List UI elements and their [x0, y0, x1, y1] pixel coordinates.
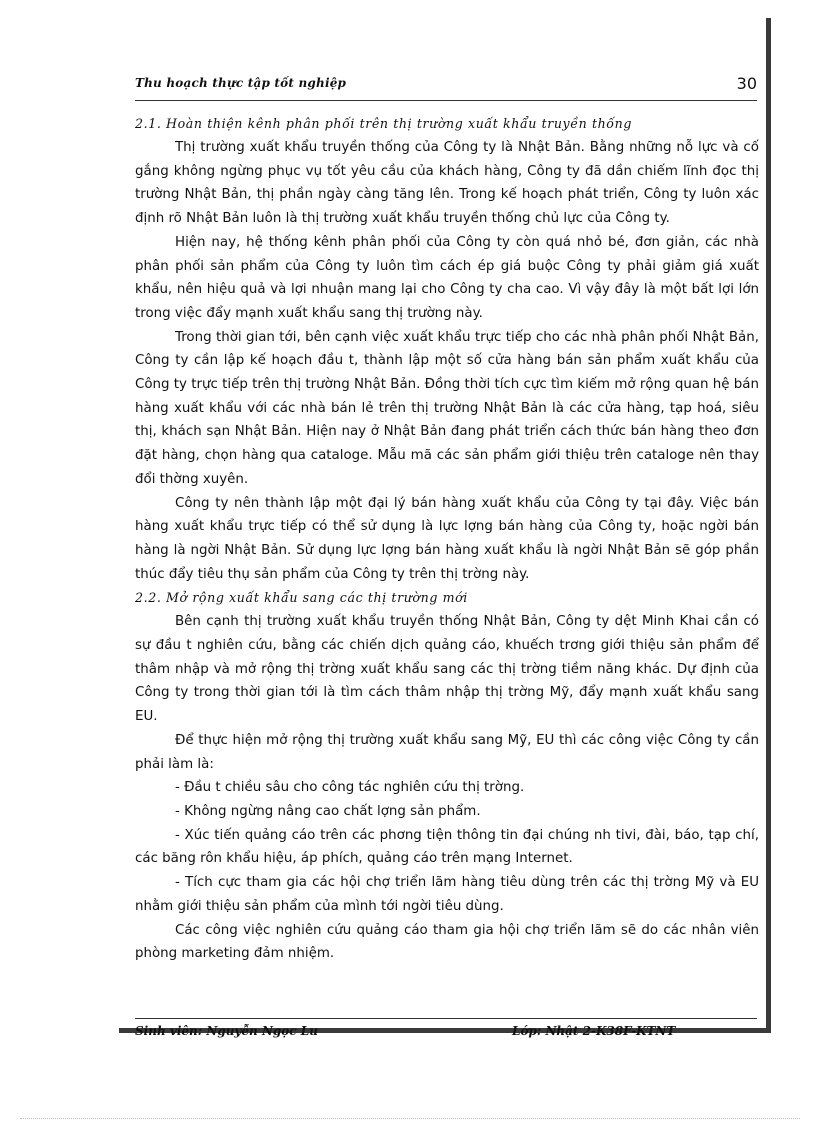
paragraph: Hiện nay, hệ thống kênh phân phối của Công ty còn quá nhỏ bé, đơn giản, các nhà phân phối sản phẩm của Công ty luôn tìm cách ép giá buộc Công ty phải giảm giá xuất khẩu, nên hiệu quả và lợi nhuận mang lại cho Công ty cha cao. Vì vậy đây là một bất lợi lớn trong việc đẩy mạnh xuất khẩu sang thị trường này. [135, 234, 759, 321]
paragraph: Để thực hiện mở rộng thị trường xuất khẩu sang Mỹ, EU thì các công việc Công ty cần phải làm là: [135, 732, 759, 772]
footer-student: Sinh viên: Nguyễn Ngọc Lu [135, 1024, 318, 1038]
page-number: 30 [736, 74, 757, 93]
section-heading: 2.1. Hoàn thiện kênh phân phối trên thị trường xuất khẩu truyền thống [135, 116, 632, 131]
list-item: - Xúc tiến quảng cáo trên các phơng tiện thông tin đại chúng nh tivi, đài, báo, tạp chí, các băng rôn khẩu hiệu, áp phích, quảng cáo trên mạng Internet. [135, 827, 759, 867]
section-heading: 2.2. Mở rộng xuất khẩu sang các thị trường mới [135, 590, 468, 606]
page-header [135, 72, 757, 101]
page-edge-divider [20, 1118, 800, 1119]
header-title: Thu hoạch thực tập tốt nghiệp [135, 76, 347, 90]
footer-class: Lớp: Nhật 2-K38F-KTNT [512, 1024, 676, 1038]
page-footer [135, 1018, 757, 1041]
paragraph: Trong thời gian tới, bên cạnh việc xuất khẩu trực tiếp cho các nhà phân phối Nhật Bản, Công ty cần lập kế hoạch đầu t, thành lập một số cửa hàng bán sản phẩm xuất khẩu của Công ty trực tiếp trên thị trường Nhật Bản. Đồng thời tích cực tìm kiếm mở rộng quan hệ bán hàng xuất khẩu với các nhà bán lẻ trên thị trường Nhật Bản là các cửa hàng, tạp hoá, siêu thị, khách sạn Nhật Bản. Hiện nay ở Nhật Bản đang phát triển cách thức bán hàng theo đơn đặt hàng, chọn hàng qua cataloge. Mẫu mã các sản phẩm giới thiệu trên cataloge nên thay đổi thờng xuyên. [135, 329, 759, 487]
paragraph: Thị trường xuất khẩu truyền thống của Công ty là Nhật Bản. Bằng những nỗ lực và cố gắng không ngừng phục vụ tốt yêu cầu của khách hàng, Công ty đã dần chiếm lĩnh đọc thị trường Nhật Bản, thị phần ngày càng tăng lên. Trong kế hoạch phát triển, Công ty luôn xác định rõ Nhật Bản luôn là thị trường xuất khẩu truyền thống chủ lực của Công ty. [135, 140, 759, 227]
paragraph: Các công việc nghiên cứu quảng cáo tham gia hội chợ triển lãm sẽ do các nhân viên phòng marketing đảm nhiệm. [135, 922, 759, 962]
list-item: - Đầu t chiều sâu cho công tác nghiên cứu thị trờng. [175, 780, 525, 796]
document-body [135, 112, 759, 966]
paragraph: Công ty nên thành lập một đại lý bán hàng xuất khẩu của Công ty tại đây. Việc bán hàng xuất khẩu trực tiếp có thể sử dụng là lực lợng bán hàng của Công ty, hoặc ngời bán hàng là ngời Nhật Bản. Sử dụng lực lợng bán hàng xuất khẩu là ngời Nhật Bản sẽ góp phần thúc đẩy tiêu thụ sản phẩm của Công ty trên thị trờng này. [135, 495, 759, 582]
list-item: - Không ngừng nâng cao chất lợng sản phẩm. [175, 803, 481, 819]
list-item: - Tích cực tham gia các hội chợ triển lãm hàng tiêu dùng trên các thị trờng Mỹ và EU nhằm giới thiệu sản phẩm của mình tới ngời tiêu dùng. [135, 875, 759, 914]
paragraph: Bên cạnh thị trường xuất khẩu truyền thống Nhật Bản, Công ty dệt Minh Khai cần có sự đầu t nghiên cứu, bằng các chiến dịch quảng cáo, khuếch trơng giới thiệu sản phẩm để thâm nhập và mở rộng thị trờng xuất khẩu sang các thị trờng tiềm năng khác. Dự định của Công ty trong thời gian tới là tìm cách thâm nhập thị trờng Mỹ, đẩy mạnh xuất khẩu sang EU. [135, 614, 759, 725]
